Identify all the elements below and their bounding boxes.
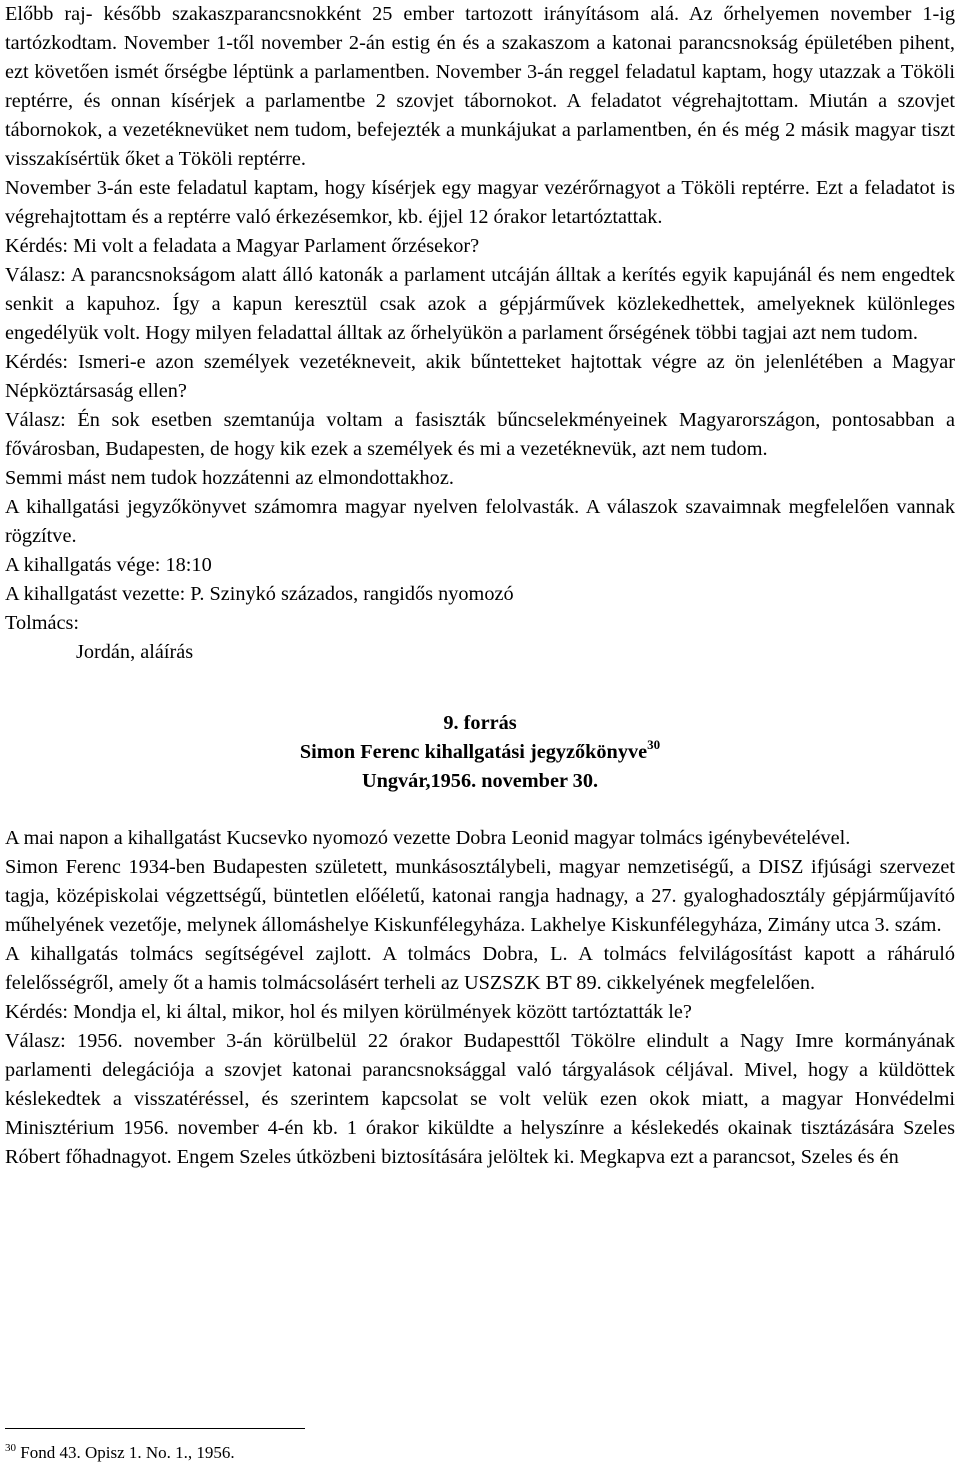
paragraph: Előbb raj- később szakaszparancsnokként 25 ember tartozott irányításom alá. Az őrhelyemen november 1-ig tartózkodtam. November 1-től november 2-án estig én és a szakaszom a katonai parancsnokság épületében pihent, ezt követően ismét őrségbe léptünk a parlamentben. November 3-án reggel feladatul kaptam, hogy utazzak a Tököli reptérre, és onnan kísérjek a parlamentbe 2 szovjet tábornokot. A feladatot végrehajtottam. Miután a szovjet tábornokok, a vezetéknevüket nem tudom, befejezték a munkájukat a parlamentben, én és még 2 másik magyar tiszt visszakísértük őket a Tököli reptérre.: [5, 3, 955, 170]
question: Kérdés: Mi volt a feladata a Magyar Parlament őrzésekor?: [5, 235, 480, 257]
document-page: [5, 0, 955, 1172]
answer: Válasz: 1956. november 3-án körülbelül 22 órakor Budapesttől Tökölre elindult a Nagy Imre kormányának parlamenti delegációja a szovjet katonai parancsnoksággal való tárgyalások céljával. Mivel, hogy a küldöttek késlekedtek a visszatéréssel, és szerintem kapcsolat se volt velük ezen okok miatt, a magyar Honvédelmi Minisztérium 1956. november 4-én kb. 1 órakor kiküldte a helyszínre a késlekedés okainak tisztázására Szeles Róbert főhadnagyot. Engem Szeles útközbeni biztosítására jelöltek ki. Megkapva ezt a parancsot, Szeles és én: [5, 1030, 955, 1168]
footnote: [5, 1442, 235, 1464]
question: Kérdés: Ismeri-e azon személyek vezetékneveit, akik bűntetteket hajtottak végre az ön jelenlétében a Magyar Népköztársaság ellen?: [5, 351, 955, 402]
question: Kérdés: Mondja el, ki által, mikor, hol és milyen körülmények között tartóztatták le?: [5, 1001, 692, 1023]
answer: Válasz: A parancsnokságom alatt álló katonák a parlament utcáján álltak a kerítés egyik kapujánál és nem engedtek senkit a kapuhoz. Így a kapun keresztül csak azok a gépjárművek közlekedhettek, amelyeknek különleges engedélyük volt. Hogy milyen feladattal álltak az őrhelyükön a parlament őrségének többi tagjai azt nem tudom.: [5, 264, 955, 344]
footnote-reference[interactable]: 30: [647, 737, 661, 752]
paragraph: November 3-án este feladatul kaptam, hogy kísérjek egy magyar vezérőrnagyot a Tököli reptérre. Ezt a feladatot is végrehajtottam és a reptérre való érkezésemkor, kb. éjjel 12 órakor letartóztattak.: [5, 177, 955, 228]
signature-line: Jordán, aláírás: [76, 641, 194, 663]
paragraph: A kihallgatás tolmács segítségével zajlott. A tolmács Dobra, L. A tolmács felvilágosítást kapott a ráháruló felelősségről, amely őt a hamis tolmácsolásért terheli az USZSZK BT 89. cikkelyének megfelelően.: [5, 943, 955, 994]
footnote-number: 30: [5, 1442, 16, 1454]
document-place-date: Ungvár,1956. november 30.: [361, 770, 599, 792]
paragraph: Semmi mást nem tudok hozzátenni az elmondottakhoz.: [5, 467, 454, 489]
document-title: [5, 738, 955, 767]
interpreter-label: Tolmács:: [5, 612, 80, 634]
source-number: 9. forrás: [443, 712, 517, 734]
interrogation-end: A kihallgatás vége: 18:10: [5, 554, 212, 576]
interrogator: A kihallgatást vezette: P. Szinykó százados, rangidős nyomozó: [5, 583, 514, 605]
footnote-separator: [5, 1428, 305, 1429]
paragraph: Simon Ferenc 1934-ben Budapesten született, munkásosztálybeli, magyar nemzetiségű, a DISZ ifjúsági szervezet tagja, középiskolai végzettségű, büntetlen előéletű, katonai rangja hadnagy, a 27. gyaloghadosztály gépjárműjavító műhelyének vezetője, melynek állomáshelye Kiskunfélegyháza. Lakhelye Kiskunfélegyháza, Zimány utca 3. szám.: [5, 856, 955, 936]
answer: Válasz: Én sok esetben szemtanúja voltam a fasiszták bűncselekményeinek Magyarországon, pontosabban a fővárosban, Budapesten, de hogy kik ezek a személyek és mi a vezetéknevük, azt nem tudom.: [5, 409, 955, 460]
footnote-text: Fond 43. Opisz 1. No. 1., 1956.: [16, 1443, 235, 1462]
document-title-text: Simon Ferenc kihallgatási jegyzőkönyve: [299, 741, 648, 763]
paragraph: A kihallgatási jegyzőkönyvet számomra magyar nyelven felolvasták. A válaszok szavaimnak megfelelően vannak rögzítve.: [5, 496, 955, 547]
paragraph: A mai napon a kihallgatást Kucsevko nyomozó vezette Dobra Leonid magyar tolmács igénybevételével.: [5, 827, 851, 849]
section-heading: [5, 709, 955, 796]
